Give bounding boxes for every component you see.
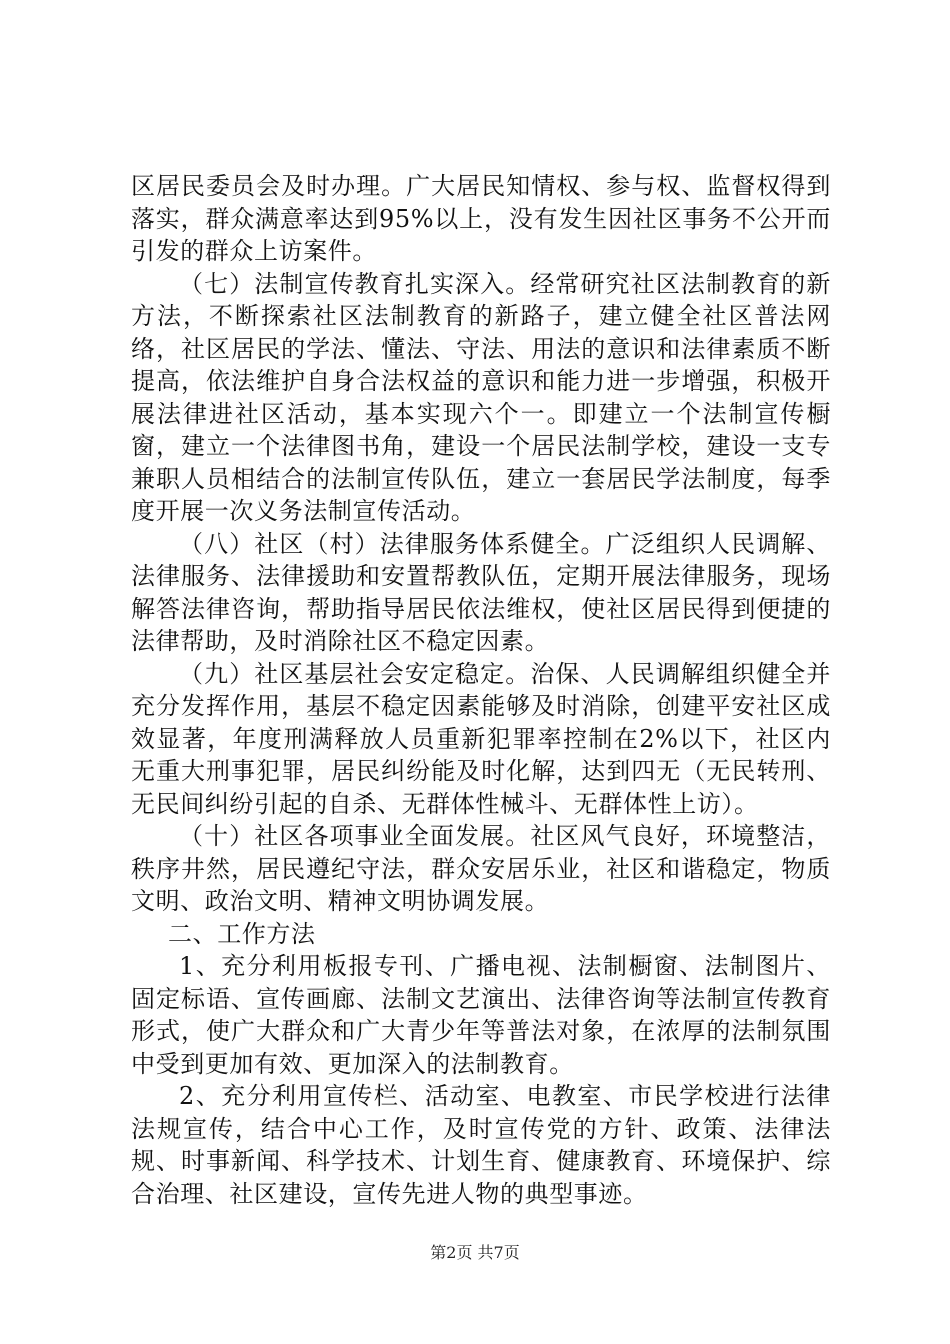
paragraph-item-7: （七）法制宣传教育扎实深入。经常研究社区法制教育的新方法，不断探索社区法制教育的新路子，建立健全社区普法网络，社区居民的学法、懂法、守法、用法的意识和法律素质不断提高，依法维护自身合法权益的意识和能力进一步增强，积极开展法律进社区活动，基本实现六个一。即建立一个法制宣传橱窗，建立一个法律图书角，建设一个居民法制学校，建设一支专兼职人员相结合的法制宣传队伍，建立一套居民学法制度，每季度开展一次义务法制宣传活动。 (131, 269, 831, 525)
paragraph-method-1: 1、充分利用板报专刊、广播电视、法制橱窗、法制图片、固定标语、宣传画廊、法制文艺演出、法律咨询等法制宣传教育形式，使广大群众和广大青少年等普法对象，在浓厚的法制氛围中受到更加有效、更加深入的法制教育。 (131, 952, 831, 1078)
paragraph-item-10: （十）社区各项事业全面发展。社区风气良好，环境整洁，秩序井然，居民遵纪守法，群众安居乐业，社区和谐稳定，物质文明、政治文明、精神文明协调发展。 (131, 822, 831, 915)
paragraph-item-9: （九）社区基层社会安定稳定。治保、人民调解组织健全并充分发挥作用，基层不稳定因素能够及时消除，创建平安社区成效显著，年度刑满释放人员重新犯罪率控制在2%以下，社区内无重大刑事犯罪，居民纠纷能及时化解，达到四无（无民转刑、无民间纠纷引起的自杀、无群体性械斗、无群体性上访）。 (131, 659, 831, 818)
paragraph-method-2: 2、充分利用宣传栏、活动室、电教室、市民学校进行法律法规宣传，结合中心工作，及时宣传党的方针、政策、法律法规、时事新闻、科学技术、计划生育、健康教育、环境保护、综合治理、社区建设，宣传先进人物的典型事迹。 (131, 1082, 831, 1208)
document-body (131, 170, 831, 1210)
page-number-footer: 第2页 共7页 (430, 1243, 520, 1262)
paragraph-continuation: 区居民委员会及时办理。广大居民知情权、参与权、监督权得到落实，群众满意率达到95%以上，没有发生因社区事务不公开而引发的群众上访案件。 (131, 172, 831, 265)
paragraph-item-8: （八）社区（村）法律服务体系健全。广泛组织人民调解、法律服务、法律援助和安置帮教队伍，定期开展法律服务，现场解答法律咨询，帮助指导居民依法维权，使社区居民得到便捷的法律帮助，及时消除社区不稳定因素。 (131, 529, 831, 655)
section-heading-work-methods: 二、工作方法 (168, 919, 316, 948)
